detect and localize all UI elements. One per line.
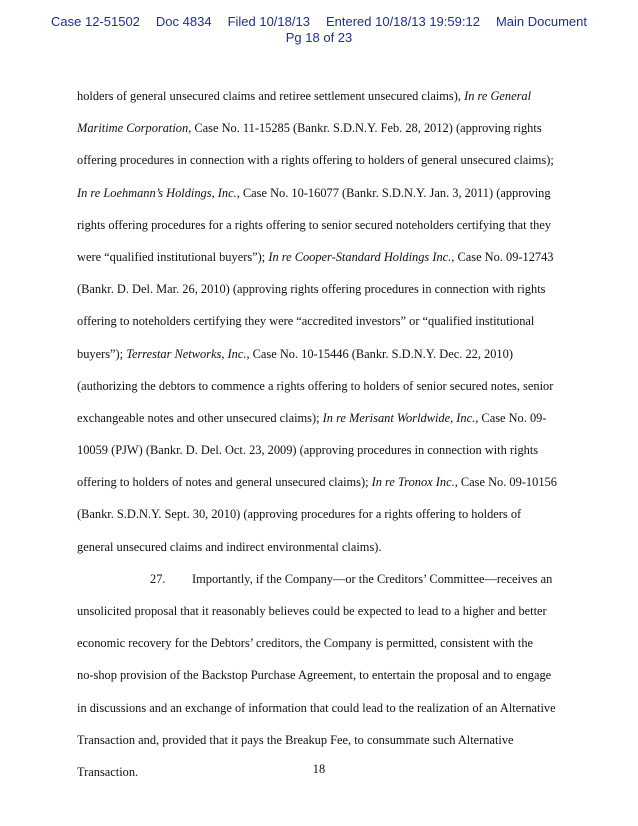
header-line-1 (0, 14, 638, 30)
page-of-total: Pg 18 of 23 (285, 30, 353, 45)
text-line: (Bankr. D. Del. Mar. 26, 2010) (approving rights offering procedures in connection with rights (77, 282, 546, 297)
paragraph-number: 27. (150, 571, 166, 586)
text-run: Importantly, if the Company—or the Creditors’ Committee—receives an (192, 571, 553, 586)
ecf-header (0, 14, 638, 46)
doc-number: Doc 4834 (155, 14, 212, 29)
text-line (77, 474, 575, 506)
text-line (77, 120, 575, 152)
text-line: no-shop provision of the Backstop Purchase Agreement, to entertain the proposal and to engage (77, 668, 552, 683)
text-run: , Case No. 09-10156 (454, 475, 557, 490)
text-line: Transaction and, provided that it pays the Breakup Fee, to consummate such Alternative (77, 732, 514, 747)
text-line (77, 410, 575, 442)
case-citation: In re Tronox Inc. (371, 475, 455, 490)
case-citation: In re General (464, 89, 532, 103)
text-line: offering to noteholders certifying they were “accredited investors” or “qualified institutional (77, 314, 535, 329)
text-line (77, 346, 575, 378)
case-citation: In re Merisant Worldwide, Inc. (322, 410, 476, 425)
text-run: , Case No. 10-16077 (Bankr. S.D.N.Y. Jan. 3, 2011) (approving (236, 185, 551, 200)
text-run: offering to holders of notes and general unsecured claims); (77, 475, 372, 490)
text-run: exchangeable notes and other unsecured claims); (77, 410, 323, 425)
text-run: , Case No. 09- (475, 410, 547, 425)
text-line: offering procedures in connection with a rights offering to holders of general unsecured claims); (77, 153, 554, 168)
text-line: general unsecured claims and indirect environmental claims). (77, 539, 382, 554)
paragraph-27-first-line (77, 571, 575, 603)
text-run: buyers”); (77, 346, 127, 361)
text-line: economic recovery for the Debtors’ creditors, the Company is permitted, consistent with the (77, 636, 534, 651)
case-citation: Terrestar Networks, Inc. (126, 346, 247, 361)
filed-date: Filed 10/18/13 (227, 14, 310, 29)
main-document-label: Main Document (495, 14, 587, 29)
text-line (77, 185, 575, 217)
text-run: , Case No. 09-12743 (451, 249, 554, 264)
text-line: (Bankr. S.D.N.Y. Sept. 30, 2010) (approving procedures for a rights offering to holders of (77, 507, 522, 522)
text-line: unsolicited proposal that it reasonably believes could be expected to lead to a higher and better (77, 604, 547, 618)
case-citation: In re Loehmann’s Holdings, Inc. (77, 185, 237, 200)
text-line: (authorizing the debtors to commence a rights offering to holders of senior secured notes, senior (77, 378, 554, 393)
case-number: Case 12-51502 (51, 14, 140, 29)
text-line: Transaction. (77, 764, 139, 779)
text-run: , Case No. 10-15446 (Bankr. S.D.N.Y. Dec. 22, 2010) (246, 346, 513, 361)
text-line: rights offering procedures for a rights offering to senior secured noteholders certifying that they (77, 217, 552, 232)
text-run: , Case No. 11-15285 (Bankr. S.D.N.Y. Feb. 28, 2012) (approving rights (188, 121, 542, 136)
text-line: in discussions and an exchange of information that could lead to the realization of an Alternative (77, 700, 556, 715)
case-citation: In re Cooper-Standard Holdings Inc. (268, 249, 452, 264)
entered-date: Entered 10/18/13 19:59:12 (325, 14, 480, 29)
text-line: 10059 (PJW) (Bankr. D. Del. Oct. 23, 2009) (approving procedures in connection with rights (77, 443, 539, 458)
page-number: 18 (312, 762, 326, 776)
text-line (77, 249, 575, 281)
case-citation: Maritime Corporation (77, 121, 189, 136)
text-run: were “qualified institutional buyers”); (77, 249, 269, 264)
text-run: holders of general unsecured claims and retiree settlement unsecured claims), (77, 89, 465, 103)
text-line (77, 88, 575, 120)
document-body (77, 88, 575, 796)
